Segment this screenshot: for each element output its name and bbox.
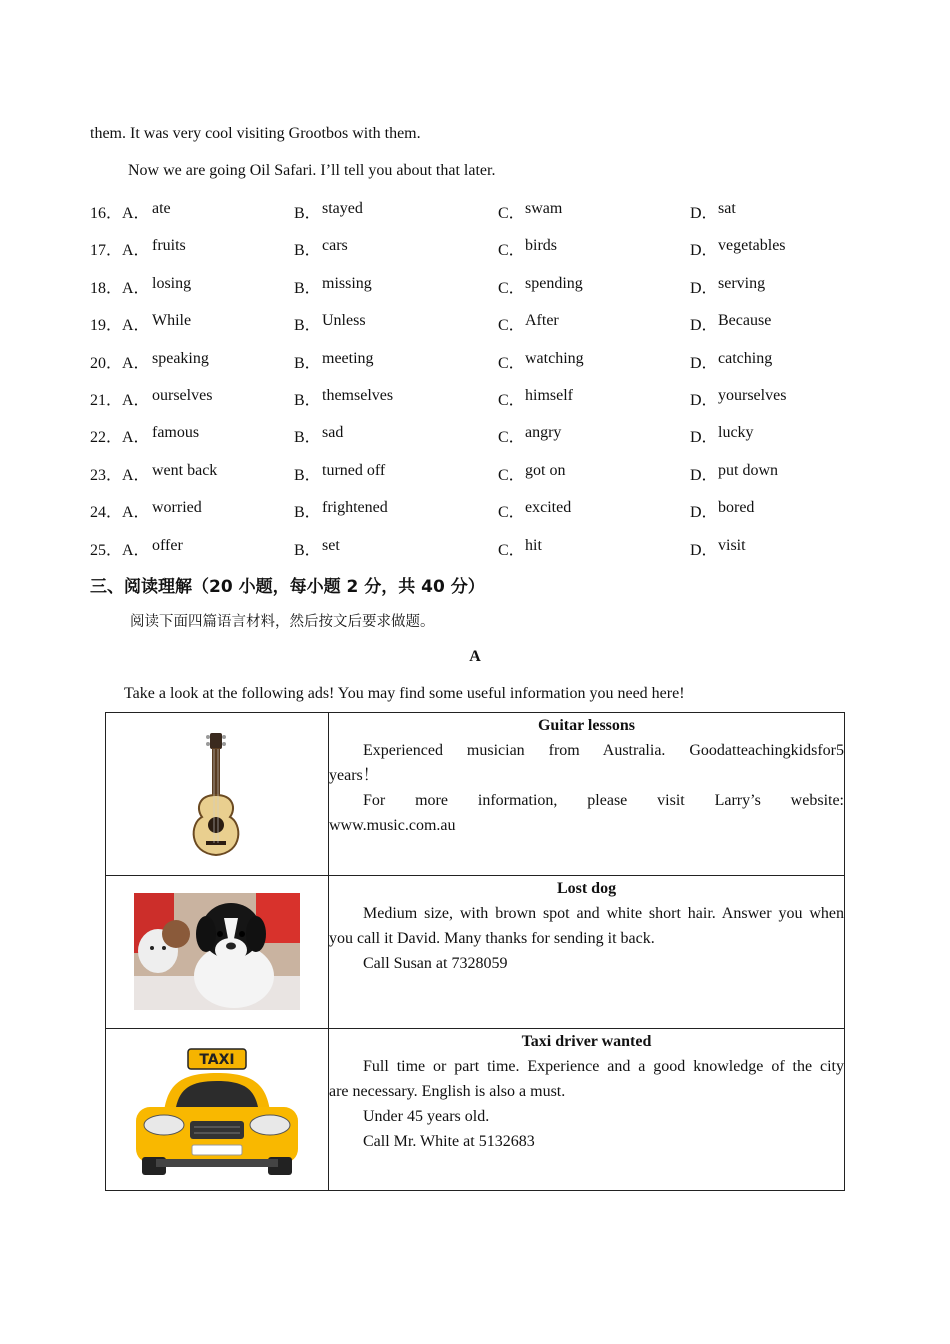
option-c-label: C． [498,279,525,297]
ad-image-cell [106,713,329,876]
option-d-label: D． [690,205,718,222]
option-d: catching [718,349,773,367]
question-row [90,387,850,411]
option-b-label: B． [294,354,321,372]
option-d: sat [718,200,736,217]
option-c: birds [525,237,557,255]
taxi-image [106,1029,328,1189]
option-d-label: D． [690,242,718,260]
option-c-label: C． [498,317,525,335]
ad-row-dog [106,876,845,1029]
option-c-label: C． [498,354,525,372]
option-b: missing [322,274,372,292]
option-b: stayed [322,200,363,217]
question-row [90,462,850,486]
option-d-label: D． [690,317,718,335]
option-d: lucky [718,424,754,442]
ad-line: you call it David. Many thanks for sending it back. [329,930,655,947]
ad-website: www.music.com.au [329,817,456,834]
taxi-sign-text: TAXI [199,1052,235,1068]
option-number: 20．A． [90,354,150,372]
option-c: watching [525,349,584,367]
option-b-label: B． [294,466,321,484]
option-c-label: C． [498,541,525,559]
option-c: spending [525,274,583,292]
option-b: frightened [322,499,388,517]
option-a: famous [152,424,200,442]
option-a: While [152,312,192,330]
section-instruction: 阅读下面四篇语言材料，然后按文后要求做题。 [130,614,435,630]
option-b: Unless [322,312,366,330]
ad-contact: Call Mr. White at 5132683 [363,1133,535,1150]
option-a: fruits [152,237,186,255]
option-number: 17．A． [90,242,150,260]
ad-line: years！ [329,767,379,784]
option-a: speaking [152,349,209,367]
option-a: worried [152,499,202,517]
ad-line: Full time or part time. Experience and a good knowledge of the city [363,1058,844,1075]
ad-row-taxi [106,1029,845,1191]
option-b: set [322,536,340,554]
option-d-label: D． [690,392,718,409]
question-row [90,537,850,561]
option-c: himself [525,387,573,404]
ad-text-cell [329,876,845,1029]
ad-image-cell [106,876,329,1029]
guitar-image [106,713,328,873]
option-number: 24．A． [90,504,150,522]
option-a: offer [152,536,183,554]
option-number: 25．A． [90,541,150,559]
option-b: themselves [322,387,394,404]
option-b: cars [322,237,348,255]
option-d: vegetables [718,237,786,255]
option-d: yourselves [718,387,787,404]
option-c: got on [525,461,566,479]
option-c-label: C． [498,504,525,522]
option-b-label: B． [294,429,321,447]
ad-line: Under 45 years old. [363,1108,490,1125]
option-d: put down [718,461,778,479]
option-b: sad [322,424,344,442]
ad-line: For more information, please visit Larry’s website: [363,792,844,809]
section-heading: 三、阅读理解（20 小题，每小题 2 分，共 40 分） [90,577,485,597]
option-c: swam [525,200,563,217]
question-row [90,275,850,299]
option-c-label: C． [498,242,525,260]
option-c-label: C． [498,466,525,484]
ad-title: Taxi driver wanted [521,1033,652,1050]
option-d-label: D． [690,354,718,372]
option-c-label: C． [498,429,525,447]
option-d: bored [718,499,755,517]
puppy-photo [106,876,328,1026]
ad-text-cell [329,713,845,876]
option-d: Because [718,312,772,330]
option-d: serving [718,274,766,292]
option-c: After [525,312,559,330]
question-row [90,424,850,448]
option-b: meeting [322,349,374,367]
ad-image-cell [106,1029,329,1191]
option-number: 22．A． [90,429,150,447]
passage-label: A [469,648,481,665]
option-c: hit [525,536,542,554]
question-row [90,312,850,336]
option-b-label: B． [294,317,321,335]
ad-text-cell [329,1029,845,1191]
option-b-label: B． [294,392,321,409]
ad-line: Medium size, with brown spot and white short hair. Answer you when [363,905,844,922]
question-row [90,200,850,224]
question-row [90,350,850,374]
option-d-label: D． [690,541,718,559]
question-row [90,237,850,261]
ad-line: Experienced musician from Australia. Goodatteachingkidsfor5 [363,742,844,759]
question-row [90,499,850,523]
option-c: angry [525,424,562,442]
option-number: 21．A． [90,392,150,409]
option-b-label: B． [294,242,321,260]
option-b-label: B． [294,504,321,522]
ad-title: Guitar lessons [537,717,636,734]
passage-line-2: Now we are going Oil Safari. I’ll tell you about that later. [128,162,496,179]
ad-line: are necessary. English is also a must. [329,1083,566,1100]
option-number: 16．A． [90,205,150,222]
option-d-label: D． [690,429,718,447]
option-b: turned off [322,461,386,479]
ads-intro: Take a look at the following ads! You may find some useful information you need here! [124,685,685,702]
option-d: visit [718,536,746,554]
ads-table [105,712,845,1191]
option-c-label: C． [498,205,525,222]
option-a: ourselves [152,387,213,404]
option-b-label: B． [294,279,321,297]
option-a: ate [152,200,171,217]
passage-line-1: them. It was very cool visiting Grootbos with them. [90,125,421,142]
option-number: 23．A． [90,466,150,484]
option-d-label: D． [690,279,718,297]
ad-title: Lost dog [556,880,617,897]
option-a: went back [152,461,218,479]
ad-row-guitar [106,713,845,876]
option-number: 19．A． [90,317,150,335]
option-number: 18．A． [90,279,150,297]
option-c-label: C． [498,392,525,409]
option-b-label: B． [294,205,321,222]
option-d-label: D． [690,466,718,484]
ad-contact: Call Susan at 7328059 [363,955,508,972]
option-d-label: D． [690,504,718,522]
option-b-label: B． [294,541,321,559]
option-a: losing [152,274,192,292]
option-c: excited [525,499,572,517]
